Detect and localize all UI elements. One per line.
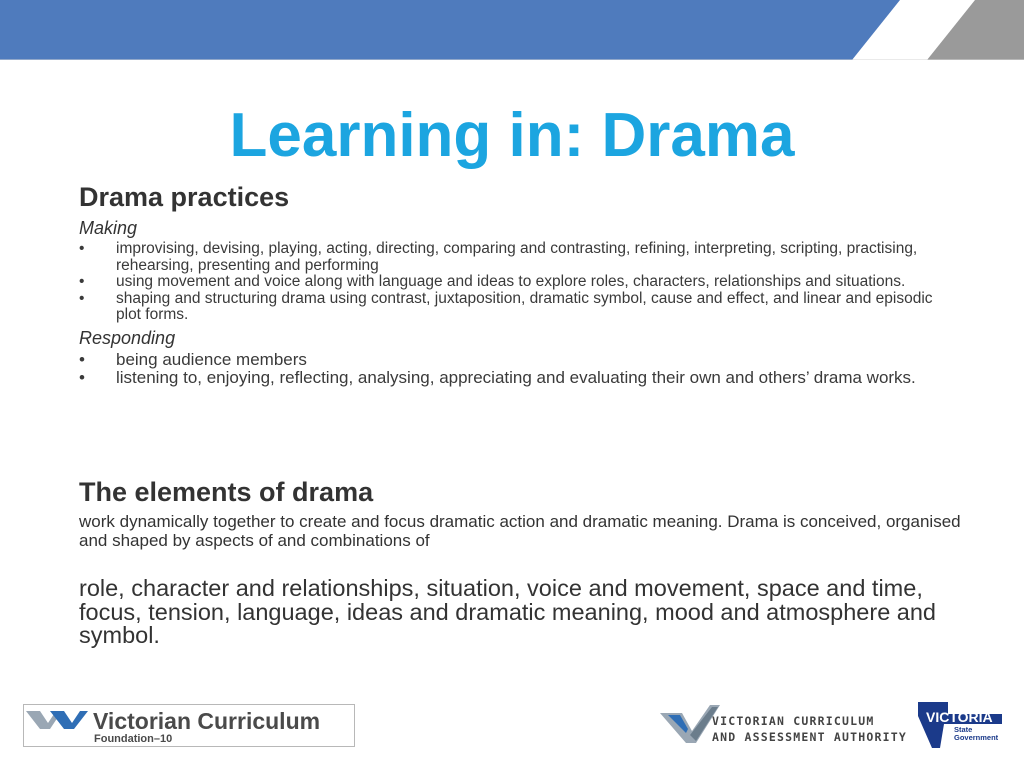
list-item <box>79 241 959 274</box>
vc-chevron-icon <box>26 709 88 731</box>
bullet-icon: • <box>79 273 85 290</box>
elements-heading: The elements of drama <box>79 477 374 507</box>
making-list <box>79 241 959 324</box>
making-label: Making <box>79 218 138 238</box>
victoria-sub1: State <box>954 725 973 734</box>
list-item-text: using movement and voice along with language and ideas to explore roles, characters, relationships and situations. <box>116 273 906 290</box>
bullet-icon: • <box>79 240 85 257</box>
drama-practices-heading: Drama practices <box>79 182 290 212</box>
list-item-text: being audience members <box>116 349 307 369</box>
victoria-sub2: Government <box>954 733 999 742</box>
vcaa-line2: AND ASSESSMENT AUTHORITY <box>712 730 907 744</box>
elements-section <box>79 475 969 648</box>
list-item <box>79 351 959 370</box>
drama-practices-section <box>79 180 959 388</box>
vcaa-line1: VICTORIAN CURRICULUM <box>712 714 875 728</box>
list-item <box>79 369 959 388</box>
bullet-icon: • <box>79 289 85 307</box>
elements-intro: work dynamically together to create and focus dramatic action and dramatic meaning. Drama is conceived, organised and shaped by aspects of and combinations of <box>79 512 961 550</box>
vc-logo-sub: Foundation–10 <box>94 733 173 745</box>
victorian-curriculum-logo <box>23 704 355 747</box>
bullet-icon: • <box>79 368 85 387</box>
slide-title: Learning in: Drama <box>229 101 795 170</box>
responding-label: Responding <box>79 327 176 348</box>
top-banner <box>0 0 1024 60</box>
bullet-icon: • <box>79 349 85 369</box>
list-item <box>79 291 959 324</box>
elements-list: role, character and relationships, situation, voice and movement, space and time, focus, tension, language, ideas and dramatic meaning, mood and atmosphere and symbol. <box>79 575 937 648</box>
vc-logo-name: Victorian Curriculum <box>93 708 321 734</box>
responding-list <box>79 351 959 388</box>
list-item-text: listening to, enjoying, reflecting, analysing, appreciating and evaluating their own and others’ drama works. <box>116 368 916 387</box>
victoria-logo-sub <box>954 726 998 742</box>
banner-blue-band <box>0 0 900 60</box>
list-item <box>79 274 959 291</box>
list-item-text: shaping and structuring drama using contrast, juxtaposition, dramatic symbol, cause and effect, and linear and episodic plot forms. <box>116 289 933 323</box>
list-item-text: improvising, devising, playing, acting, directing, comparing and contrasting, refining, interpreting, scripting, practising, rehearsing, presenting and performing <box>116 240 918 274</box>
vcaa-logo-text <box>712 713 907 745</box>
victoria-logo-word: VICTORIA <box>926 709 993 725</box>
